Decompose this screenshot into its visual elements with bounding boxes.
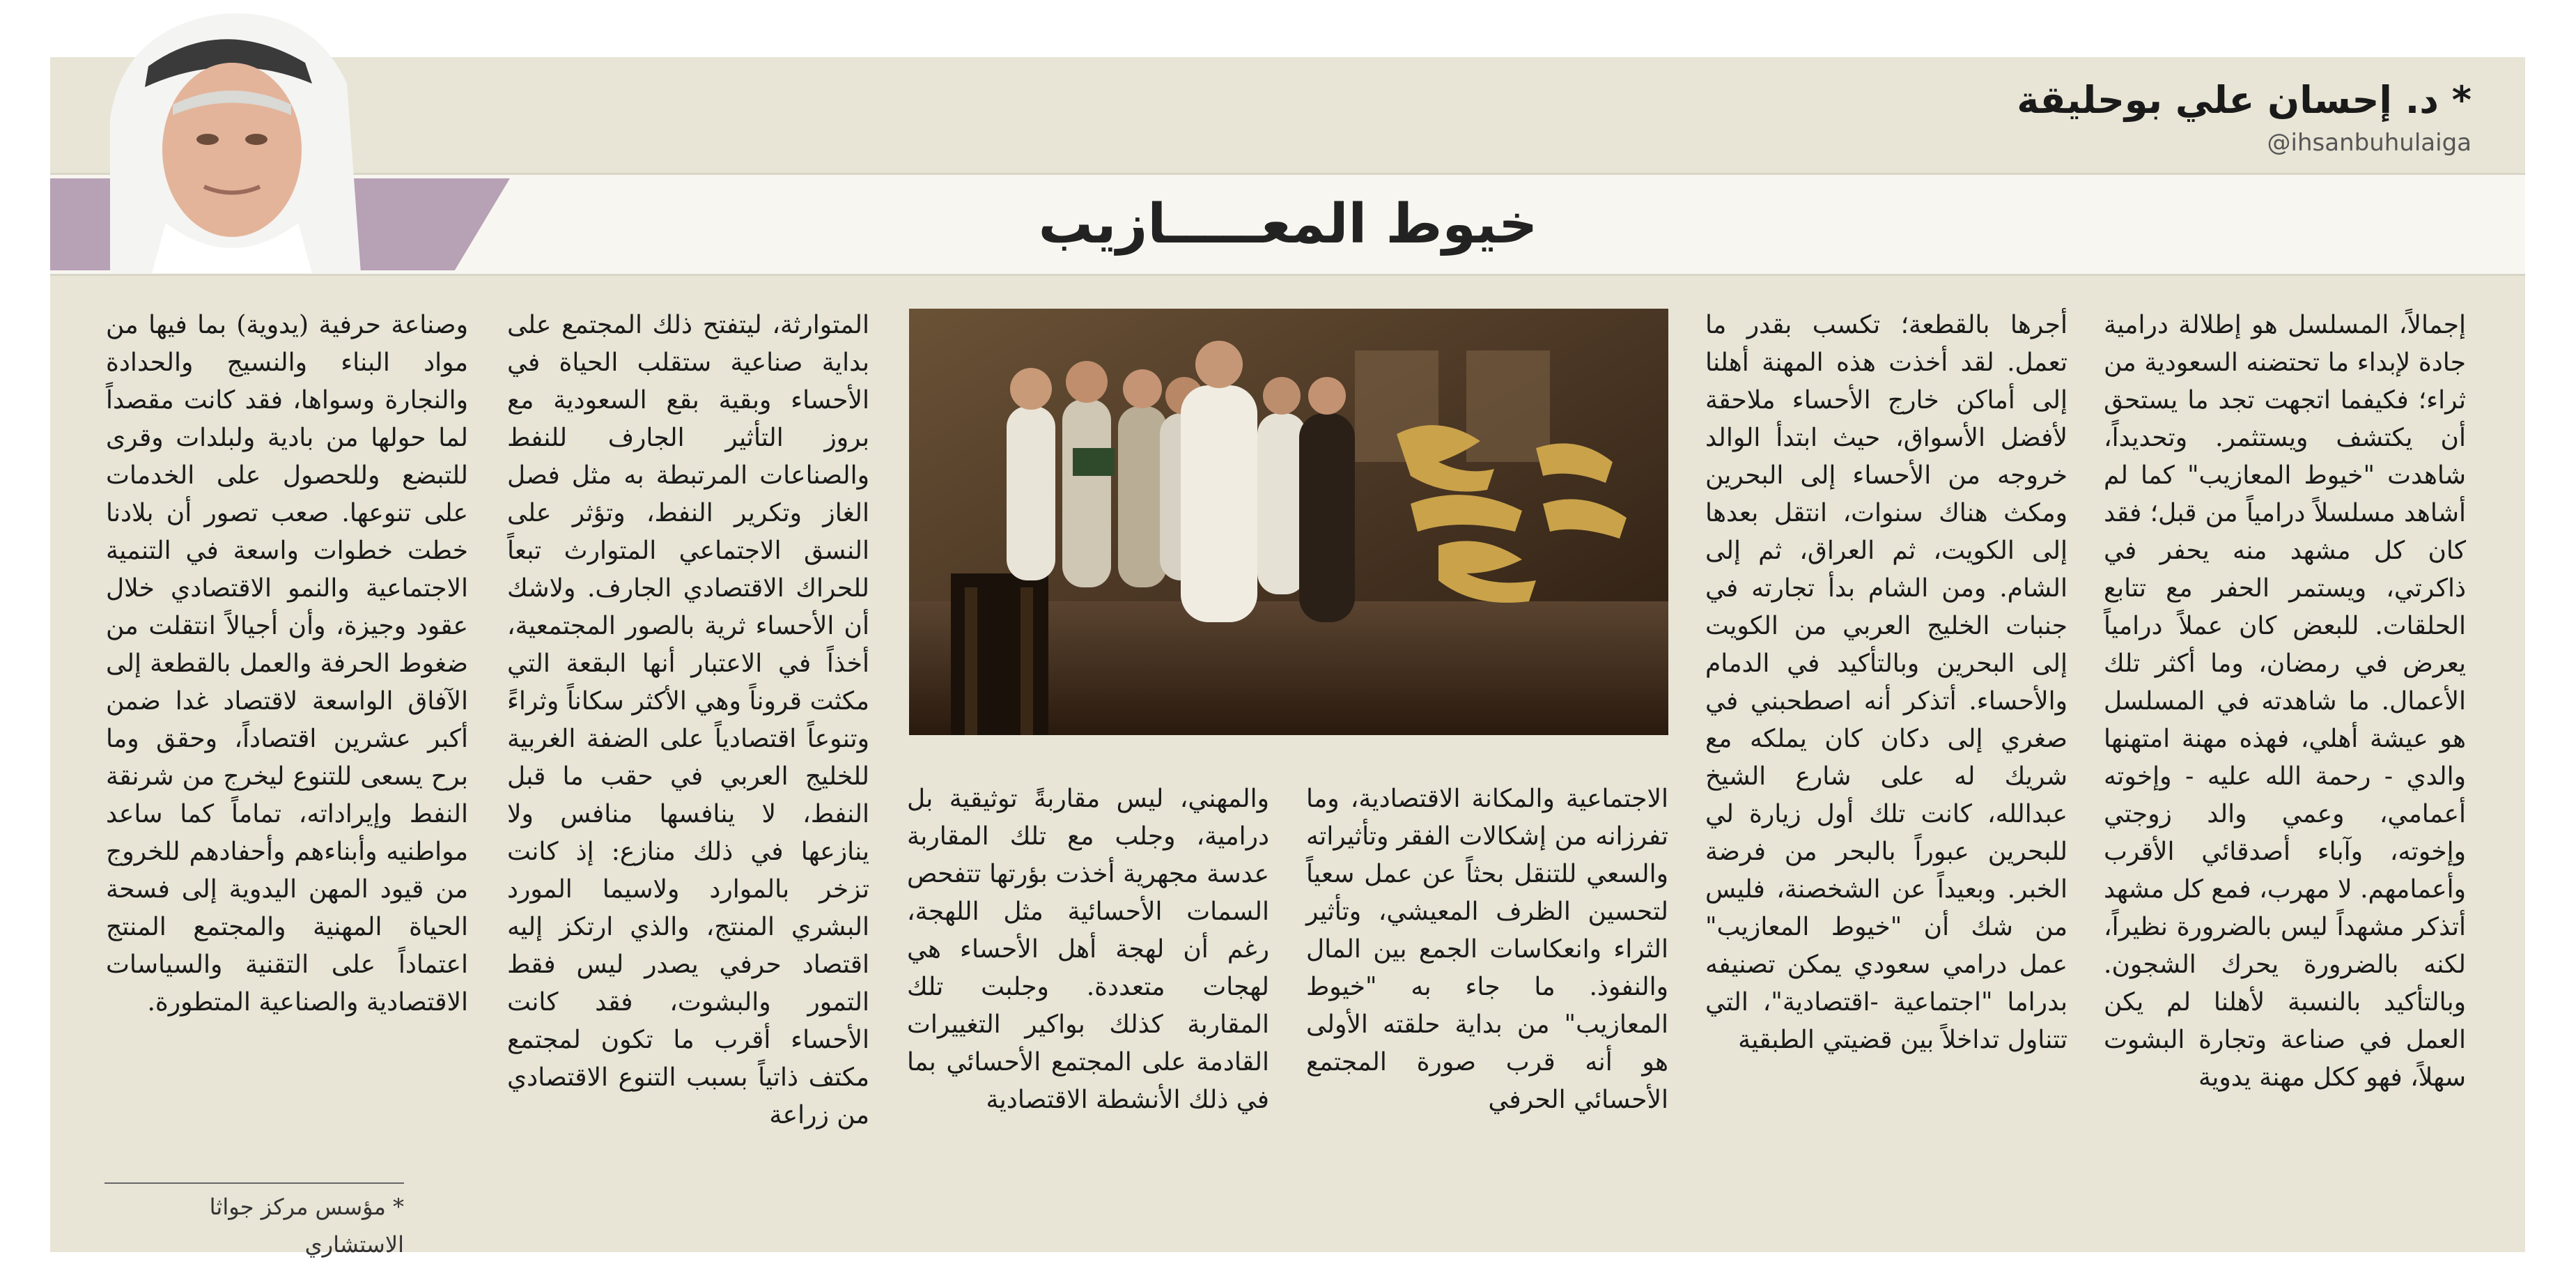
article-column-2: أجرها بالقطعة؛ تكسب بقدر ما تعمل. لقد أخذت هذه المهنة أهلنا إلى أماكن خارج الأحساء ملاحقة لأفضل الأسواق، حيث ابتدأ الوالد خروجه من الأحساء إلى البحرين ومكث هناك سنوات، انتقل بعدها إلى الكويت، ثم العراق، ثم إلى الشام. ومن الشام بدأ تجارته في جنبات الخليج العربي من الكويت إلى البحرين وبالتأكيد في الدمام والأحساء. أتذكر أنه اصطحبني في صغري إلى دكان كان يملكه مع شريك له على شارع الشيخ عبدالله، كانت تلك أول زيارة لي للبحرين عبوراً بالبحر من فرضة الخبر. وبعيداً عن الشخصنة، فليس من شك أن "خيوط المعازيب" عمل درامي سعودي يمكن تصنيفه بدراما "اجتماعية -اقتصادية"، التي تتناول تداخلاً بين قضيتي الطبقية — [1705, 311, 2067, 1054]
article-headline: خيوط المعـــــازيب — [1038, 193, 1538, 256]
footnote-divider — [104, 1182, 404, 1184]
author-name: * د. إحسان علي بوحليقة — [2017, 78, 2472, 122]
article-column-5: المتوارثة، ليتفتح ذلك المجتمع على بداية صناعية ستقلب الحياة في الأحساء وبقية بقع السعودية مع بروز التأثير الجارف للنفط والصناعات المرتبطة به مثل فصل الغاز وتكرير النفط، وتؤثر على النسق الاجتماعي المتوارث تبعاً للحراك الاقتصادي الجارف. ولاشك أن الأحساء ثرية بالصور المجتمعية، أخذاً في الاعتبار أنها البقعة التي مكثت قروناً وهي الأكثر سكاناً وثراءً وتنوعاً اقتصادياً على الضفة الغربية للخليج العربي في حقب ما قبل النفط، لا ينافسها منافس ولا ينازعها في ذلك منازع: إذ كانت تزخر بالموارد ولاسيما المورد البشري المنتج، والذي ارتكز إليه اقتصاد حرفي يصدر ليس فقط التمور والبشوت، فقد كانت الأحساء أقرب ما تكون لمجتمع مكتف ذاتياً بسبب التنوع الاقتصادي من زراعة — [507, 311, 869, 1129]
author-twitter-handle[interactable]: @ihsanbuhulaiga — [2267, 129, 2472, 157]
series-poster-image — [909, 309, 1668, 735]
author-portrait — [82, 0, 375, 273]
article-column-1: إجمالاً، المسلسل هو إطلالة درامية جادة لإبداء ما تحتضنه السعودية من ثراء؛ فكيفما اتجهت تجد ما يستحق أن يكتشف ويستثمر. وتحديداً، شاهدت "خيوط المعازيب" كما لم أشاهد مسلسلاً درامياً من قبل؛ فقد كان كل مشهد منه يحفر في ذاكرتي، ويستمر الحفر مع تتابع الحلقات. للبعض كان عملاً درامياً يعرض في رمضان، وما أكثر تلك الأعمال. ما شاهدته في المسلسل هو عيشة أهلي، فهذه مهنة امتهنها والدي - رحمة الله عليه - وإخوته أعمامي، وعمي والد زوجتي وإخوته، وآباء أصدقائي الأقرب وأعمامهم. لا مهرب، فمع كل مشهد أتذكر مشهداً ليس بالضرورة نظيراً، لكنه بالضرورة يحرك الشجون. وبالتأكيد بالنسبة لأهلنا لم يكن العمل في صناعة وتجارة البشوت سهلاً، فهو ككل مهنة يدوية — [2104, 311, 2466, 1092]
author-footnote: * مؤسس مركز جواثا الاستشاري — [209, 1194, 404, 1258]
author-byline — [2017, 75, 2472, 160]
article-column-6: وصناعة حرفية (يدوية) بما فيها من مواد البناء والنسيج والحدادة والنجارة وسواها، فقد كانت مقصداً لما حولها من بادية ولبلدات وقرى للتبضع وللحصول على الخدمات على تنوعها. صعب تصور أن بلادنا خطت خطوات واسعة في التنمية الاجتماعية والنمو الاقتصادي خلال عقود وجيزة، وأن أجيالاً انتقلت من ضغوط الحرفة والعمل بالقطعة إلى الآفاق الواسعة لاقتصاد غدا ضمن أكبر عشرين اقتصاداً، وحقق وما برح يسعى للتنوع ليخرج من شرنقة النفط وإيراداته، تماماً كما ساعد مواطنيه وأبناءهم وأحفادهم للخروج من قيود المهن اليدوية إلى فسحة الحياة المهنية والمجتمع المنتج اعتماداً على التقنية والسياسات الاقتصادية والصناعية المتطورة. — [106, 311, 468, 1017]
article-column-4: والمهني، ليس مقاربةً توثيقية بل درامية، وجلب مع تلك المقاربة عدسة مجهرية أخذت بؤرتها تتفحص السمات الأحسائية مثل اللهجة، رغم أن لهجة أهل الأحساء هي لهجات متعددة. وجلبت تلك المقاربة كذلك بواكير التغييرات القادمة على المجتمع الأحسائي بما في ذلك الأنشطة الاقتصادية — [907, 785, 1269, 1114]
article-column-3: الاجتماعية والمكانة الاقتصادية، وما تفرزانه من إشكالات الفقر وتأثيراته والسعي للتنقل بحثاً عن عمل سعياً لتحسين الظرف المعيشي، وتأثير الثراء وانعكاسات الجمع بين المال والنفوذ. ما جاء به "خيوط المعازيب" من بداية حلقته الأولى هو أنه قرب صورة المجتمع الأحسائي الحرفي — [1306, 785, 1668, 1114]
